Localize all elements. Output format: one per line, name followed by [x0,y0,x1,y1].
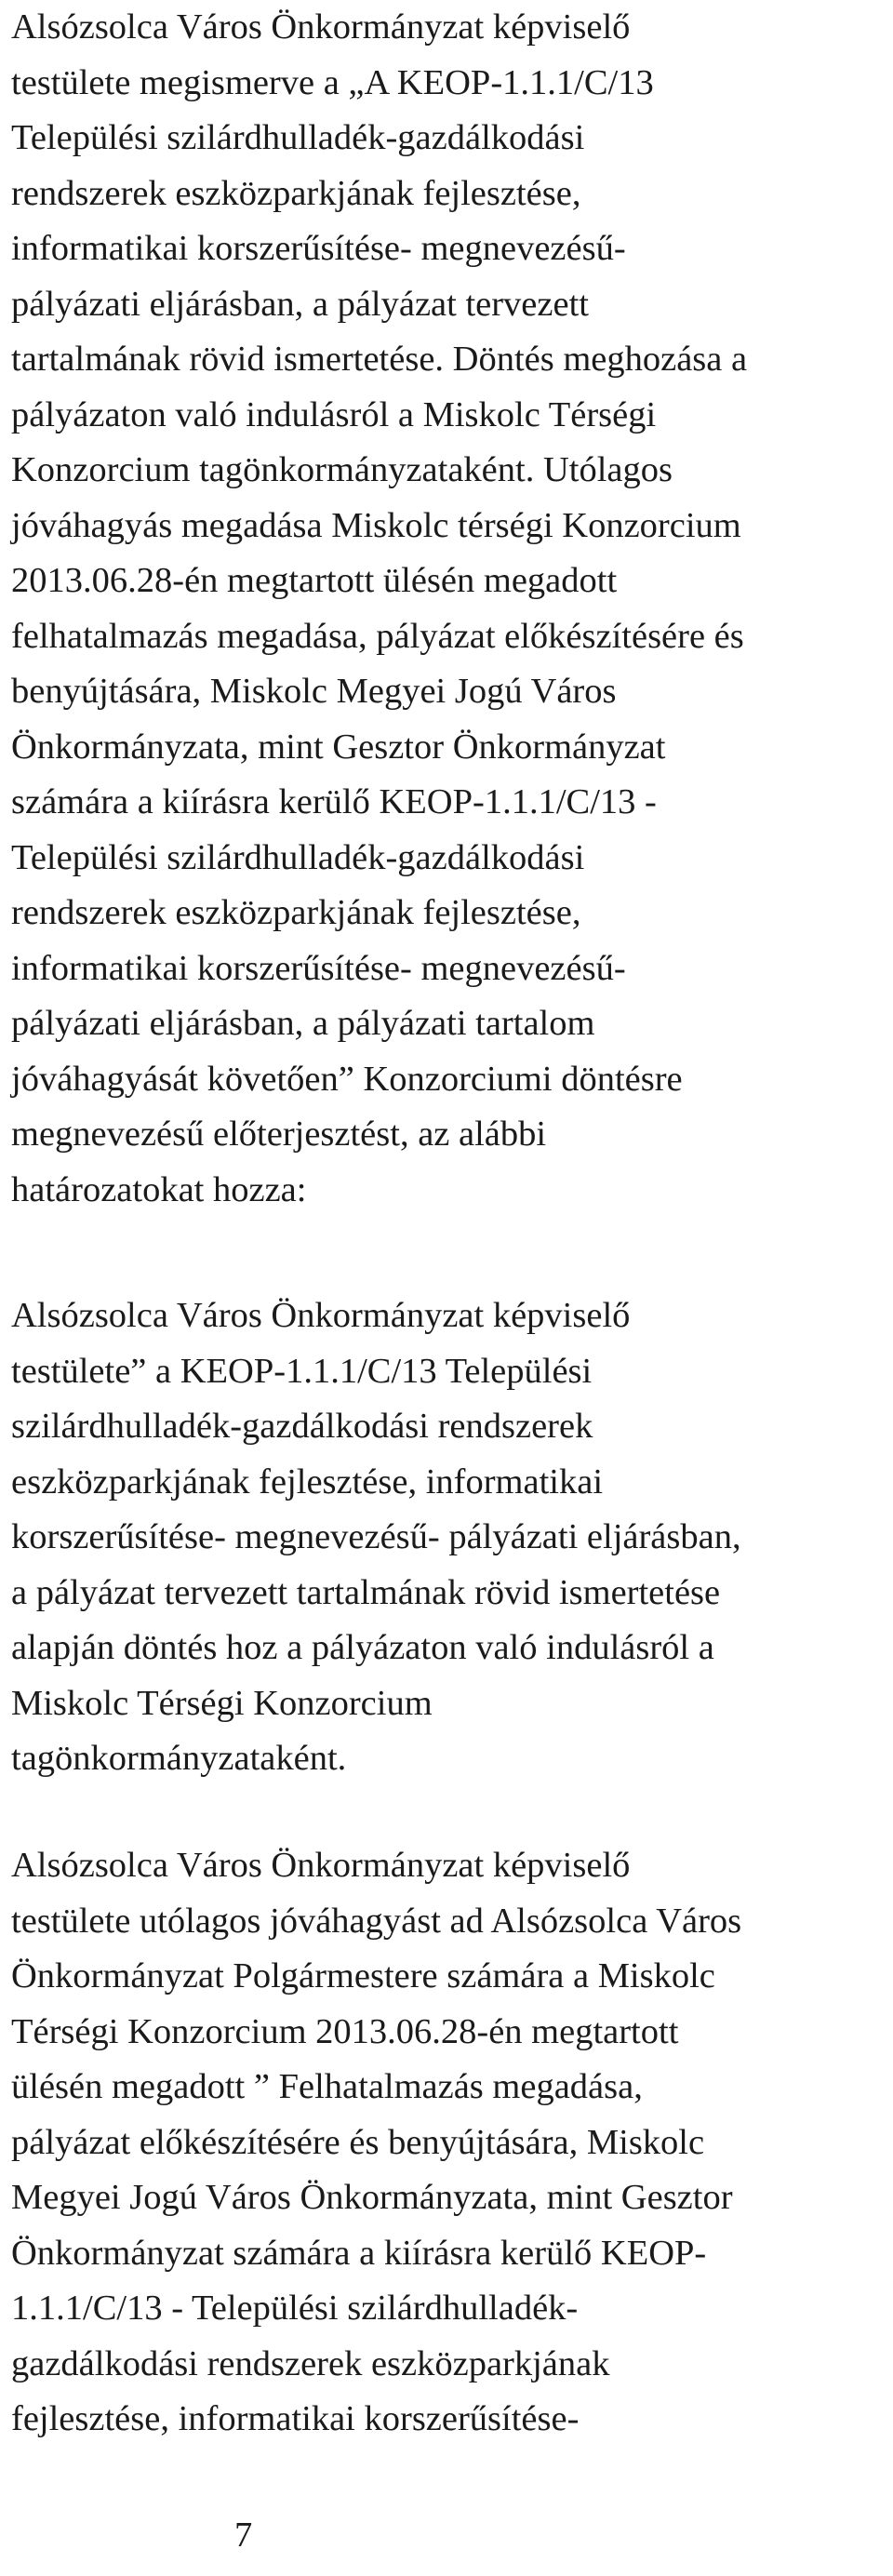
paragraph-preamble: Alsózsolca Város Önkormányzat képviselő testülete megismerve a „A KEOP-1.1.1/C/13 Települési szilárdhulladék-gazdálkodási rendszerek eszközparkjának fejlesztése, informatikai korszerűsítése- megnevezésű- pályázati eljárásban, a pályázat tervezett tartalmának rövid ismertetése. Döntés meghozása a pályázaton való indulásról a Miskolc Térségi Konzorcium tagönkormányzataként. Utólagos jóváhagyás megadása Miskolc térségi Konzorcium 2013.06.28-én megtartott ülésén megadott felhatalmazás megadása, pályázat előkészítésére és benyújtására, Miskolc Megyei Jogú Város Önkormányzata, mint Gesztor Önkormányzat számára a kiírásra kerülő KEOP-1.1.1/C/13 - Települési szilárdhulladék-gazdálkodási rendszerek eszközparkjának fejlesztése, informatikai korszerűsítése- megnevezésű- pályázati eljárásban, a pályázati tartalom jóváhagyását követően” Konzorciumi döntésre megnevezésű előterjesztést, az alábbi határozatokat hozza: [11,7,748,1209]
page-number: 7 [234,2516,253,2555]
paragraph-decision-1: Alsózsolca Város Önkormányzat képviselő testülete” a KEOP-1.1.1/C/13 Települési szilárdhulladék-gazdálkodási rendszerek eszközparkjának fejlesztése, informatikai korszerűsítése- megnevezésű- pályázati eljárásban, a pályázat tervezett tartalmának rövid ismertetése alapján döntés hoz a pályázaton való indulásról a Miskolc Térségi Konzorcium tagönkormányzataként. [11,1296,741,1778]
paragraph-decision-2: Alsózsolca Város Önkormányzat képviselő testülete utólagos jóváhagyást ad Alsózsolca Város Önkormányzat Polgármestere számára a Miskolc Térségi Konzorcium 2013.06.28-én megtartott ülésén megadott ” Felhatalmazás megadása, pályázat előkészítésére és benyújtására, Miskolc Megyei Jogú Város Önkormányzata, mint Gesztor Önkormányzat számára a kiírásra kerülő KEOP- 1.1.1/C/13 - Települési szilárdhulladék- gazdálkodási rendszerek eszközparkjának fejlesztése, informatikai korszerűsítése- [11,1846,742,2438]
